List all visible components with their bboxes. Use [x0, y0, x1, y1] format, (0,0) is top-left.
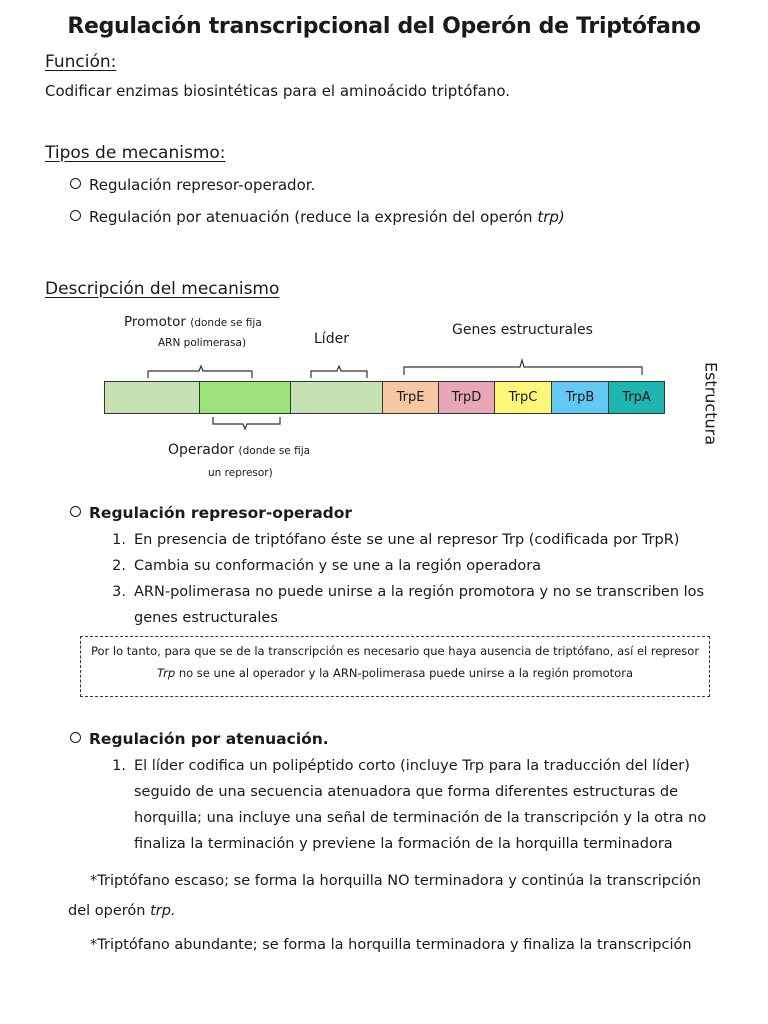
tipos-item-1: Regulación represor-operador.: [70, 176, 315, 194]
atenuacion-line-2: seguido de una secuencia atenuadora que forma diferentes estructuras de: [134, 784, 679, 800]
atenuacion-line-3: horquilla; una incluye una señal de terminación de la transcripción y la otra no: [134, 810, 707, 826]
gene-trpe: TrpE: [382, 381, 439, 414]
tipos-heading: Tipos de mecanismo:: [45, 143, 226, 163]
funcion-heading: Función:: [45, 52, 117, 72]
gene-trpb: TrpB: [551, 381, 609, 414]
funcion-text: Codificar enzimas biosintéticas para el aminoácido triptófano.: [45, 82, 511, 100]
bullet-circle-icon: [70, 506, 81, 517]
tipos-item-2: Regulación por atenuación (reduce la expresión del operón trp): [70, 208, 565, 226]
atenuacion-steps: 1. El líder codifica un polipéptido corto (incluye Trp para la traducción del líder) seguido de una secuencia atenuadora que forma diferentes estructuras de horquilla; una incluye una señal de terminación de la transcripción y la otra no finaliza la terminación y previene la formación de la horquilla terminadora: [110, 753, 730, 863]
promotor-label: Promotor (donde se fija: [124, 314, 262, 330]
lider-label: Líder: [314, 331, 349, 347]
lider-region: [290, 381, 383, 414]
gene-trpa: TrpA: [608, 381, 665, 414]
descripcion-heading: Descripción del mecanismo: [45, 279, 280, 299]
bullet-circle-icon: [70, 732, 81, 743]
page-title: Regulación transcripcional del Operón de Triptófano: [67, 14, 701, 39]
escaso-line-1: *Triptófano escaso; se forma la horquilla NO terminadora y continúa la transcripción: [90, 873, 702, 889]
note-box: [80, 636, 710, 697]
genes-brace: [404, 360, 642, 375]
note-line-1: Por lo tanto, para que se de la transcripción es necesario que haya ausencia de triptófano, así el represor: [90, 644, 700, 658]
gene-trpc: TrpC: [494, 381, 552, 414]
note-line-2: Trp no se une al operador y la ARN-polimerasa puede unirse a la región promotora: [157, 666, 633, 680]
estructura-label: Estructura: [701, 361, 721, 446]
operador-note: un represor): [208, 467, 273, 479]
operador-region: [199, 381, 291, 414]
genes-label: Genes estructurales: [452, 322, 593, 338]
promotor-region: [104, 381, 200, 414]
lider-brace: [311, 366, 367, 378]
atenuacion-line-4: finaliza la terminación y previene la formación de la horquilla terminadora: [134, 836, 673, 852]
promotor-note: ARN polimerasa): [158, 337, 247, 349]
represor-heading: Regulación represor-operador: [70, 504, 352, 522]
atenuacion-line-1: El líder codifica un polipéptido corto (incluye Trp para la traducción del líder): [134, 758, 690, 774]
escaso-line-2: del operón trp.: [68, 903, 176, 919]
gene-trpd: TrpD: [438, 381, 495, 414]
operador-brace: [213, 417, 280, 429]
atenuacion-heading: Regulación por atenuación.: [70, 730, 329, 748]
operador-label: Operador (donde se fija: [168, 442, 311, 458]
represor-steps: 1. En presencia de triptófano éste se une al represor Trp (codificada por TrpR) 2. Cambia su conformación y se une a la región operadora 3. ARN-polimerasa no puede unirse a la región promotora y no se transcriben los genes estructurales: [112, 532, 705, 626]
promotor-brace: [148, 366, 252, 378]
abundante-line: *Triptófano abundante; se forma la horquilla terminadora y finaliza la transcripción: [90, 937, 692, 953]
